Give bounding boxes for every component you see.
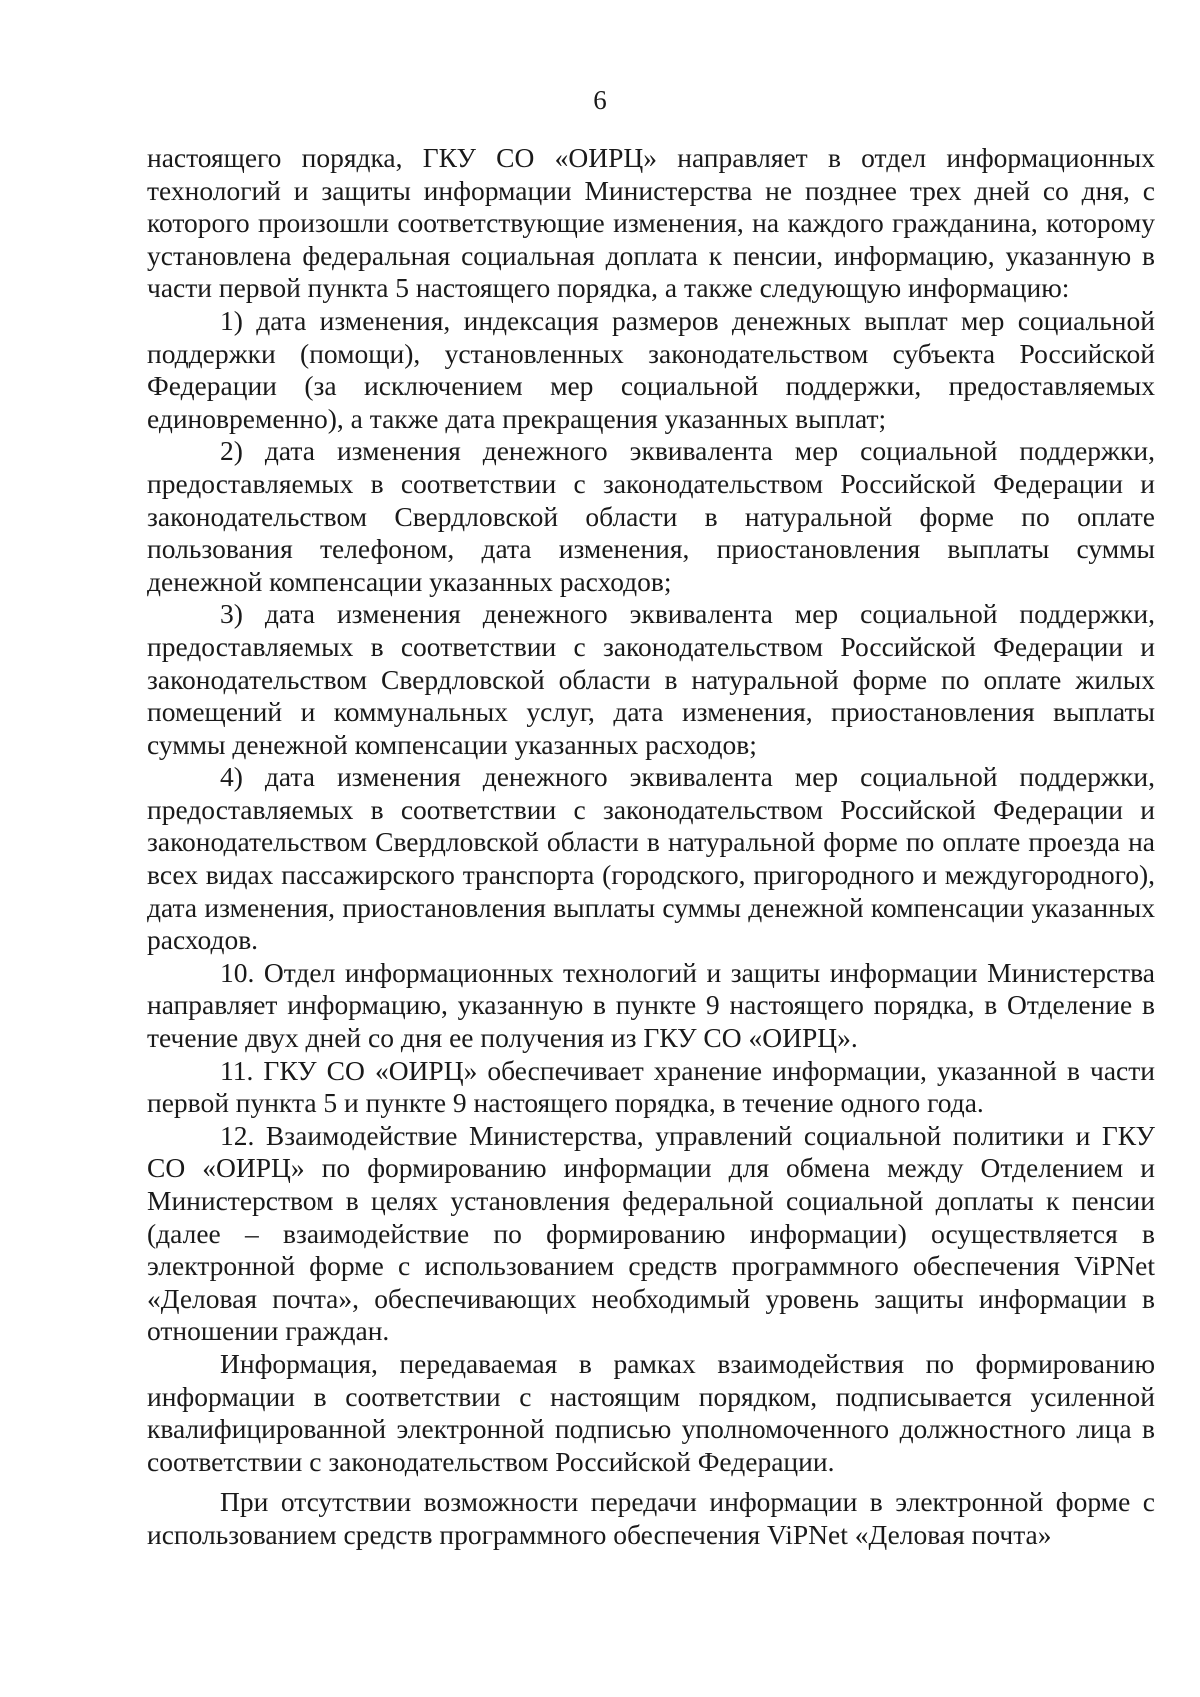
paragraph-item-2: 2) дата изменения денежного эквивалента мер социальной поддержки, предоставляемых в соответствии с законодательством Российской Федерации и законодательством Свердловской области в натуральной форме по оплате пользования телефоном, дата изменения, приостановления выплаты суммы денежной компенсации указанных расходов; — [147, 435, 1155, 597]
paragraph-clause-10: 10. Отдел информационных технологий и защиты информации Министерства направляет информацию, указанную в пункте 9 настоящего порядка, в Отделение в течение двух дней со дня ее получения из ГКУ СО «ОИРЦ». — [147, 956, 1155, 1054]
paragraph-fallback-transfer: При отсутствии возможности передачи информации в электронной форме с использованием средств программного обеспечения ViPNet «Деловая почта» — [147, 1486, 1155, 1550]
paragraph-clause-11: 11. ГКУ СО «ОИРЦ» обеспечивает хранение информации, указанной в части первой пункта 5 и пункте 9 настоящего порядка, в течение одного года. — [147, 1054, 1155, 1119]
paragraph-signature-requirement: Информация, передаваемая в рамках взаимодействия по формированию информации в соответствии с настоящим порядком, подписывается усиленной квалифицированной электронной подписью уполномоченного должностного лица в соответствии с законодательством Российской Федерации. — [147, 1347, 1155, 1477]
paragraph-item-4: 4) дата изменения денежного эквивалента мер социальной поддержки, предоставляемых в соответствии с законодательством Российской Федерации и законодательством Свердловской области в натуральной форме по оплате проезда на всех видах пассажирского транспорта (городского, пригородного и междугородного), дата изменения, приостановления выплаты суммы денежной компенсации указанных расходов. — [147, 761, 1155, 956]
paragraph-item-3: 3) дата изменения денежного эквивалента мер социальной поддержки, предоставляемых в соответствии с законодательством Российской Федерации и законодательством Свердловской области в натуральной форме по оплате жилых помещений и коммунальных услуг, дата изменения, приостановления выплаты суммы денежной компенсации указанных расходов; — [147, 598, 1155, 760]
paragraph-item-1: 1) дата изменения, индексация размеров денежных выплат мер социальной поддержки (помощи), установленных законодательством субъекта Российской Федерации (за исключением мер социальной поддержки, предоставляемых единовременно), а также дата прекращения указанных выплат; — [147, 304, 1155, 434]
page-number: 6 — [593, 85, 607, 115]
paragraph-continuation: настоящего порядка, ГКУ СО «ОИРЦ» направляет в отдел информационных технологий и защиты информации Министерства не позднее трех дней со дня, с которого произошли соответствующие изменения, на каждого гражданина, которому установлена федеральная социальная доплата к пенсии, информацию, указанную в части первой пункта 5 настоящего порядка, а также следующую информацию: — [147, 142, 1155, 304]
paragraph-clause-12: 12. Взаимодействие Министерства, управлений социальной политики и ГКУ СО «ОИРЦ» по формированию информации для обмена между Отделением и Министерством в целях установления федеральной социальной доплаты к пенсии (далее – взаимодействие по формированию информации) осуществляется в электронной форме с использованием средств программного обеспечения ViPNet «Деловая почта», обеспечивающих необходимый уровень защиты информации в отношении граждан. — [147, 1119, 1155, 1347]
document-body — [147, 142, 1155, 1552]
